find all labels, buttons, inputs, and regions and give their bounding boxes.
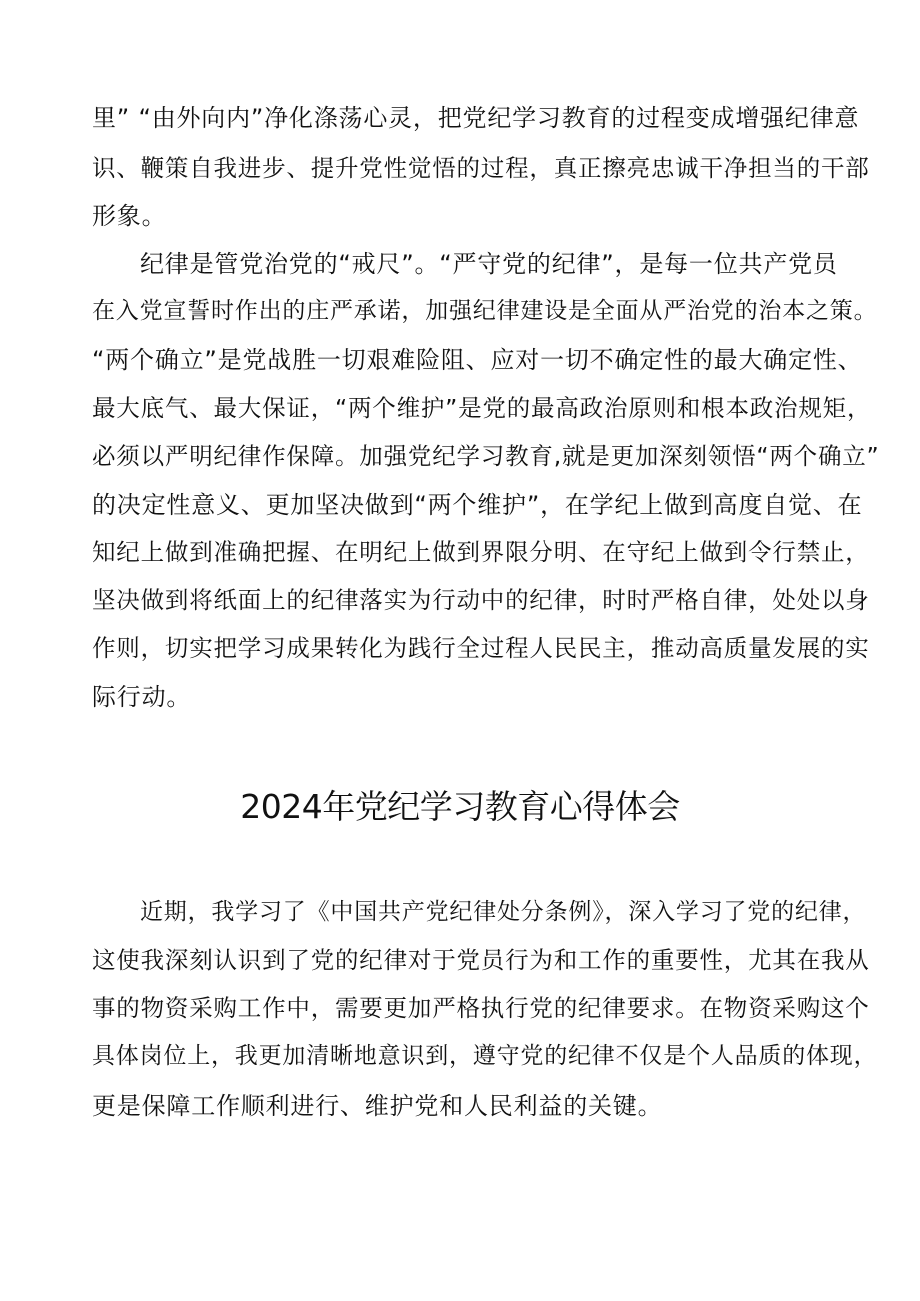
paragraph-line: 具体岗位上，我更加清晰地意识到，遵守党的纪律不仅是个人品质的体现， bbox=[92, 1043, 878, 1069]
paragraph-line: 更是保障工作顺利进行、维护党和人民利益的关键。 bbox=[92, 1092, 663, 1120]
paragraph-line: 必须以严明纪律作保障。加强党纪学习教育,就是更加深刻领悟“两个确立” bbox=[92, 442, 880, 470]
paragraph-line: 知纪上做到准确把握、在明纪上做到界限分明、在守纪上做到令行禁止， bbox=[92, 538, 870, 566]
paragraph-line: 事的物资采购工作中，需要更加严格执行党的纪律要求。在物资采购这个 bbox=[92, 994, 870, 1022]
paragraph-line: 形象。 bbox=[92, 202, 167, 230]
article-title: 2024年党纪学习教育心得体会 bbox=[240, 787, 680, 826]
paragraph-line: 的决定性意义、更加坚决做到“两个维护”，在学纪上做到高度自觉、在 bbox=[92, 491, 863, 519]
paragraph-line: 最大底气、最大保证，“两个维护”是党的最高政治原则和根本政治规矩， bbox=[92, 394, 872, 422]
paragraph-line: 识、鞭策自我进步、提升党性觉悟的过程，真正擦亮忠诚干净担当的干部 bbox=[92, 154, 870, 182]
paragraph-line: 坚决做到将纸面上的纪律落实为行动中的纪律，时时严格自律，处处以身 bbox=[92, 586, 870, 614]
paragraph-line: 在入党宣誓时作出的庄严承诺，加强纪律建设是全面从严治党的治本之策。 bbox=[92, 298, 878, 324]
paragraph-line: 纪律是管党治党的“戒尺”。“严守党的纪律”，是每一位共产党员 bbox=[140, 250, 838, 278]
paragraph-line: 近期，我学习了《中国共产党纪律处分条例》，深入学习了党的纪律， bbox=[140, 899, 867, 925]
paragraph-line: 作则，切实把学习成果转化为践行全过程人民民主，推动高质量发展的实 bbox=[92, 634, 870, 662]
paragraph-line: “两个确立”是党战胜一切艰难险阻、应对一切不确定性的最大确定性、 bbox=[92, 346, 863, 374]
paragraph-line: 际行动。 bbox=[92, 683, 192, 711]
paragraph-line: 这使我深刻认识到了党的纪律对于党员行为和工作的重要性，尤其在我从 bbox=[92, 946, 870, 974]
paragraph-line: 里” “由外向内”净化涤荡心灵，把党纪学习教育的过程变成增强纪律意 bbox=[92, 104, 860, 132]
